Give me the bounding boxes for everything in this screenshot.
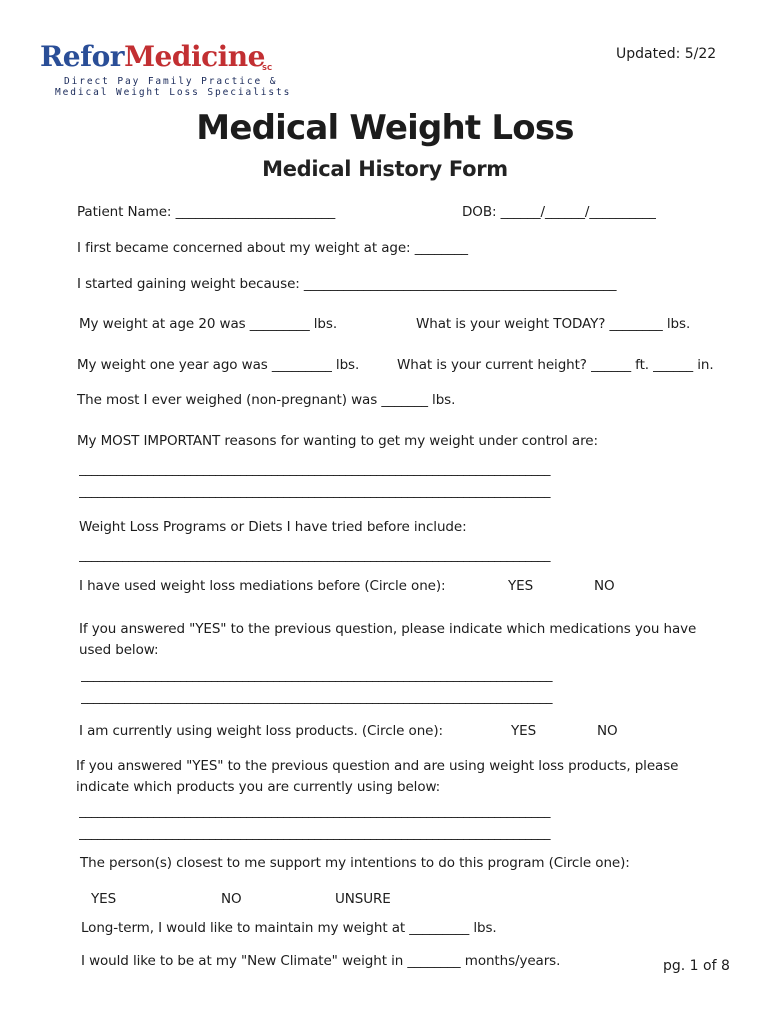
medications-no-option[interactable]: NO xyxy=(594,578,615,594)
products-no-option[interactable]: NO xyxy=(597,723,618,739)
weight-today-field[interactable]: What is your weight TODAY? ________ lbs. xyxy=(416,316,691,332)
programs-tried-label: Weight Loss Programs or Diets I have tried before include: xyxy=(79,519,467,535)
logo-suffix: SC xyxy=(262,64,273,72)
reasons-line-2[interactable]: ____________________________________________________________________________ xyxy=(79,484,551,499)
products-line-2[interactable]: ____________________________________________________________________________ xyxy=(79,826,551,841)
maintain-weight-field[interactable]: Long-term, I would like to maintain my weight at _________ lbs. xyxy=(81,920,497,936)
new-climate-field[interactable]: I would like to be at my "New Climate" weight in ________ months/years. xyxy=(81,953,561,969)
dob-field[interactable]: DOB: ______/______/__________ xyxy=(462,204,656,220)
page-subtitle: Medical History Form xyxy=(262,157,508,181)
concerned-age-field[interactable]: I first became concerned about my weight at age: ________ xyxy=(77,240,468,256)
most-weighed-field[interactable]: The most I ever weighed (non-pregnant) was _______ lbs. xyxy=(77,392,456,408)
support-no-option[interactable]: NO xyxy=(221,891,242,907)
current-height-field[interactable]: What is your current height? ______ ft. ______ in. xyxy=(397,357,714,373)
updated-date: Updated: 5/22 xyxy=(616,46,717,62)
using-products-label: I am currently using weight loss products. (Circle one): xyxy=(79,723,443,739)
reasons-line-1[interactable]: ____________________________________________________________________________ xyxy=(79,462,551,477)
support-label: The person(s) closest to me support my intentions to do this program (Circle one): xyxy=(80,855,630,871)
logo xyxy=(40,42,265,72)
programs-line[interactable]: ____________________________________________________________________________ xyxy=(79,548,551,563)
medications-yes-option[interactable]: YES xyxy=(508,578,534,594)
products-line-1[interactable]: ____________________________________________________________________________ xyxy=(79,804,551,819)
patient-name-field[interactable]: Patient Name: ________________________ xyxy=(77,204,336,220)
gaining-reason-field[interactable]: I started gaining weight because: _______________________________________________ xyxy=(77,276,617,292)
weight-year-ago-field[interactable]: My weight one year ago was _________ lbs. xyxy=(77,357,360,373)
medications-followup-label: If you answered "YES" to the previous question, please indicate which medications you have used below: xyxy=(79,621,697,658)
products-yes-option[interactable]: YES xyxy=(511,723,537,739)
logo-part-1: Refor xyxy=(40,40,125,73)
support-unsure-option[interactable]: UNSURE xyxy=(335,891,391,907)
logo-part-2: Medicine xyxy=(124,40,265,73)
products-followup-label: If you answered "YES" to the previous question and are using weight loss products, please indicate which products you are currently using below: xyxy=(76,758,679,795)
logo-subtitle-2: Medical Weight Loss Specialists xyxy=(55,87,292,98)
used-medications-label: I have used weight loss mediations before (Circle one): xyxy=(79,578,446,594)
medications-line-1[interactable]: ____________________________________________________________________________ xyxy=(81,668,553,683)
page-number: pg. 1 of 8 xyxy=(663,958,730,974)
weight-age-20-field[interactable]: My weight at age 20 was _________ lbs. xyxy=(79,316,338,332)
page-title: Medical Weight Loss xyxy=(196,108,574,148)
important-reasons-label: My MOST IMPORTANT reasons for wanting to get my weight under control are: xyxy=(77,433,598,449)
support-yes-option[interactable]: YES xyxy=(91,891,117,907)
logo-subtitle-1: Direct Pay Family Practice & xyxy=(64,76,278,87)
medications-line-2[interactable]: ____________________________________________________________________________ xyxy=(81,690,553,705)
